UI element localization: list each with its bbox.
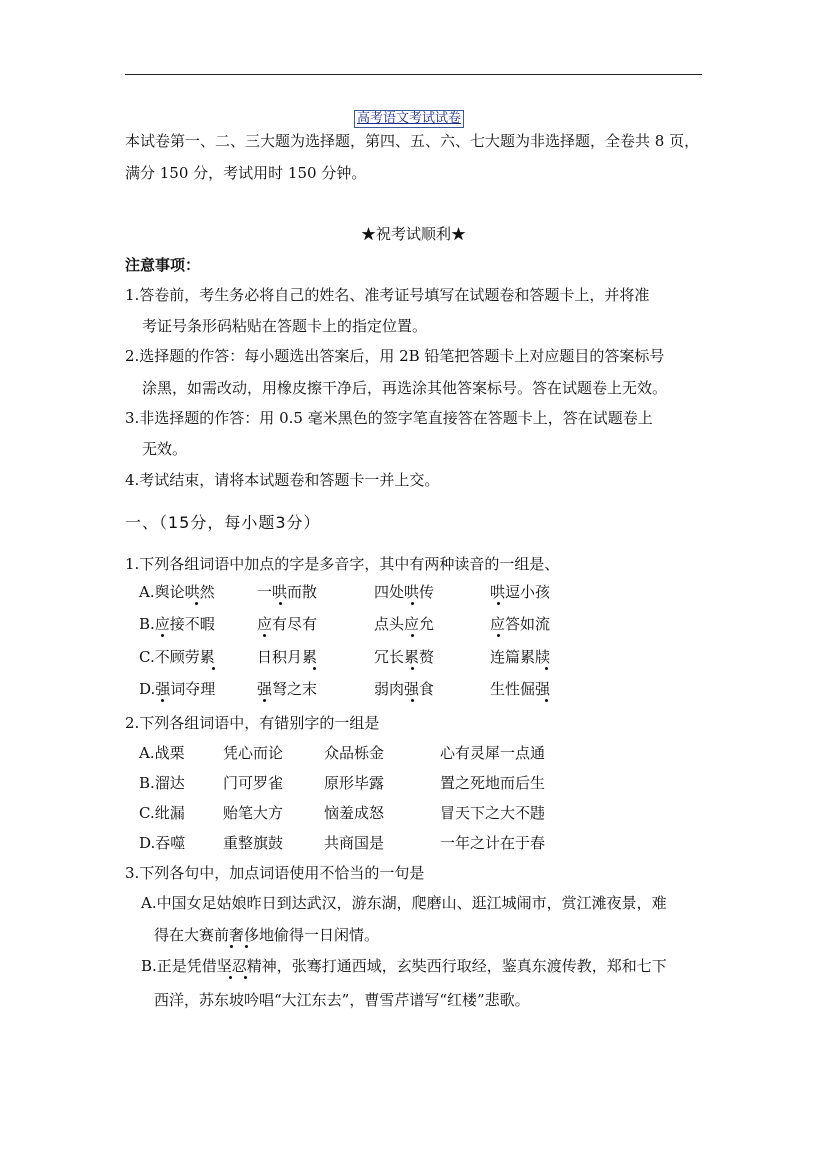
q3-option-a: A.中国女足姑娘昨日到达武汉，游东湖，爬磨山、逛江城闹市，赏江滩夜景，难 [141,894,667,912]
q2-c-1: C.纰漏 [139,804,185,822]
q2-d-3: 共商国是 [324,834,385,852]
notice-item-2-cont: 涂黑，如需改动，用橡皮擦干净后，再选涂其他答案标号。答在试题卷上无效。 [142,379,668,397]
q2-a-2: 凭心而论 [223,744,284,762]
q1-b-1: B.应接不暇 [139,615,215,633]
q3-option-b-cont: 西洋，苏东坡吟唱“大江东去”，曹雪芹谱写“红楼”悲歌。 [154,991,530,1009]
q3-stem: 3.下列各句中，加点词语使用不恰当的一句是 [125,864,425,882]
emphasis-dot [411,602,414,605]
q1-b-2: 应有尽有 [257,615,318,633]
q3-b-text: B.正是凭借坚忍精神，张骞打通西域，玄奘西行取经，鉴真东渡传教，郑和七下 [141,957,667,975]
blessing-text: ★祝考试顺利★ [360,225,466,243]
q1-d-4: 生性倔强 [490,680,551,698]
q1-a-4: 哄逗小孩 [490,583,551,601]
intro-line-1: 本试卷第一、二、三大题为选择题，第四、五、六、七大题为非选择题，全卷共 8 页， [125,132,700,150]
notice-heading: 注意事项： [125,256,201,274]
emphasis-dot [497,602,500,605]
notice-item-3-cont: 无效。 [142,440,188,458]
q1-d-1: D.强词夺理 [139,680,216,698]
q1-b-4: 应答如流 [490,615,551,633]
q1-c-4: 连篇累牍 [490,648,551,666]
q1-c-3: 冗长累赘 [374,648,435,666]
q1-c-1: C.不顾劳累 [139,648,215,666]
emphasis-dot [411,667,414,670]
q1-d-3: 弱肉强食 [374,680,435,698]
q1-b-3: 点头应允 [374,615,435,633]
q1-a-3: 四处哄传 [374,583,435,601]
emphasis-dot [161,634,164,637]
header-rule [125,74,702,75]
q2-c-4: 冒天下之大不韪 [440,804,546,822]
emphasis-dot [279,602,282,605]
q1-stem: 1.下列各组词语中加点的字是多音字，其中有两种读音的一组是、 [125,555,560,573]
emphasis-dot [212,667,215,670]
q1-c-2: 日积月累 [257,648,318,666]
q1-a-1: A.舆论哄然 [139,583,215,601]
q2-b-4: 置之死地而后生 [440,774,546,792]
emphasis-dot [411,634,414,637]
q2-d-4: 一年之计在于春 [440,834,546,852]
notice-item-4: 4.考试结束，请将本试题卷和答题卡一并上交。 [125,471,440,489]
q2-a-3: 众品栎金 [324,744,385,762]
emphasis-dot [229,976,232,979]
intro-line-2: 满分 150 分，考试用时 150 分钟。 [125,164,367,182]
emphasis-dot [195,602,198,605]
q3-a-cont-text: 得在大赛前奢侈地偷得一日闲情。 [154,926,380,944]
page-title[interactable]: 高考语文考试试卷 [354,110,464,128]
q2-a-1: A.战栗 [139,744,185,762]
emphasis-dot [263,634,266,637]
emphasis-dot [161,699,164,702]
emphasis-dot [245,945,248,948]
q2-b-1: B.溜达 [139,774,185,792]
emphasis-dot [313,667,316,670]
q2-b-2: 门可罗雀 [223,774,284,792]
notice-item-1: 1.答卷前，考生务必将自己的姓名、准考证号填写在试题卷和答题卡上，并将准 [125,286,650,304]
emphasis-dot [545,667,548,670]
notice-item-1-cont: 考证号条形码粘贴在答题卡上的指定位置。 [142,317,428,335]
q2-d-1: D.吞噬 [139,834,186,852]
q1-a-2: 一哄而散 [257,583,318,601]
section-1-heading: 一、（15分，每小题3分） [125,513,321,532]
q2-b-3: 原形毕露 [324,774,385,792]
emphasis-dot [244,976,247,979]
q1-d-2: 强弩之末 [257,680,318,698]
emphasis-dot [411,699,414,702]
emphasis-dot [263,699,266,702]
q2-a-4: 心有灵犀一点通 [440,744,546,762]
q2-d-2: 重整旗鼓 [223,834,284,852]
notice-item-3: 3.非选择题的作答：用 0.5 毫米黑色的签字笔直接答在答题卡上，答在试题卷上 [125,409,653,427]
q2-stem: 2.下列各组词语中，有错别字的一组是 [125,714,380,732]
q2-c-2: 贻笔大方 [223,804,284,822]
emphasis-dot [545,699,548,702]
q2-c-3: 恼羞成怒 [324,804,385,822]
emphasis-dot [230,945,233,948]
notice-item-2: 2.选择题的作答：每小题选出答案后，用 2B 铅笔把答题卡上对应题目的答案标号 [125,347,665,365]
emphasis-dot [497,634,500,637]
